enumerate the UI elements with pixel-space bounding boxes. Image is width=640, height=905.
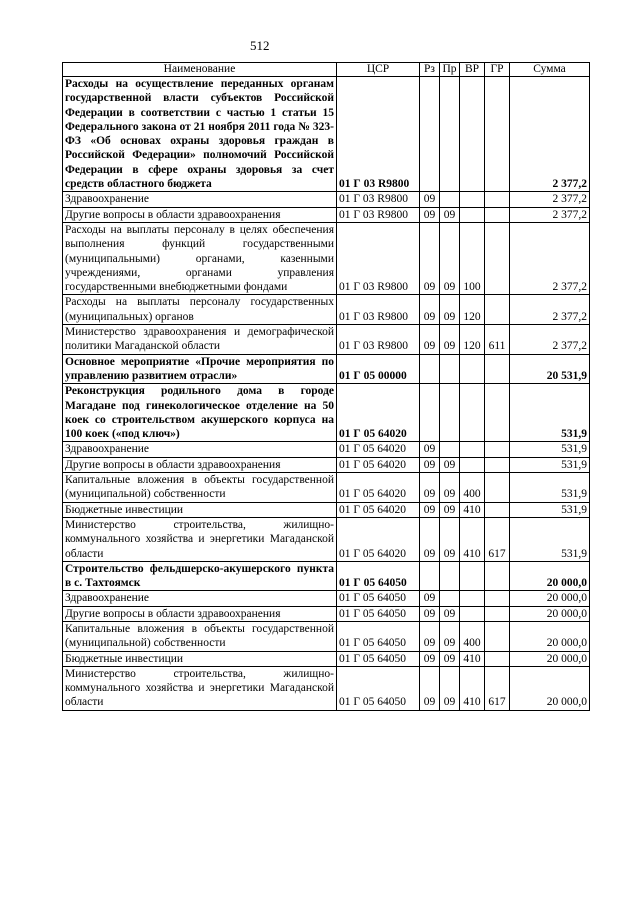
cell-name: Расходы на выплаты персоналу в целях обеспечения выполнения функций государственными (муниципальными) органами, казенными учреждениями, органами управления государственными внебюджетными фондами: [63, 222, 337, 294]
cell-sum: 20 000,0: [510, 561, 590, 591]
cell-gr: [485, 621, 510, 651]
cell-rz: 09: [420, 621, 440, 651]
cell-csr: 01 Г 03 R9800: [337, 295, 420, 325]
table-row: [63, 591, 590, 606]
table-row: [63, 651, 590, 666]
cell-pr: 09: [440, 666, 460, 710]
cell-csr: 01 Г 05 64050: [337, 621, 420, 651]
cell-csr: 01 Г 05 64050: [337, 606, 420, 621]
cell-name: Реконструкция родильного дома в городе Магадане под гинекологическое отделение на 50 коек со строительством акушерского корпуса на 100 коек («под ключ»): [63, 384, 337, 442]
cell-pr: [440, 77, 460, 192]
cell-rz: [420, 354, 440, 384]
cell-vr: 120: [460, 325, 485, 355]
cell-sum: 531,9: [510, 384, 590, 442]
cell-pr: [440, 591, 460, 606]
cell-name: Основное мероприятие «Прочие мероприятия по управлению развитием отрасли»: [63, 354, 337, 384]
cell-gr: [485, 457, 510, 472]
cell-csr: 01 Г 05 64050: [337, 666, 420, 710]
cell-csr: 01 Г 05 64050: [337, 591, 420, 606]
cell-name: Бюджетные инвестиции: [63, 651, 337, 666]
cell-name: Расходы на выплаты персоналу государственных (муниципальных) органов: [63, 295, 337, 325]
cell-csr: 01 Г 05 64020: [337, 384, 420, 442]
cell-rz: 09: [420, 192, 440, 207]
cell-sum: 20 000,0: [510, 621, 590, 651]
cell-sum: 2 377,2: [510, 192, 590, 207]
cell-gr: [485, 384, 510, 442]
budget-table: [62, 62, 590, 711]
header-sum: Сумма: [510, 63, 590, 77]
cell-csr: 01 Г 03 R9800: [337, 77, 420, 192]
cell-pr: 09: [440, 295, 460, 325]
cell-name: Другие вопросы в области здравоохранения: [63, 207, 337, 222]
cell-rz: 09: [420, 606, 440, 621]
cell-pr: 09: [440, 325, 460, 355]
table-row: [63, 442, 590, 457]
cell-vr: 410: [460, 517, 485, 561]
cell-csr: 01 Г 05 64050: [337, 651, 420, 666]
cell-rz: 09: [420, 295, 440, 325]
cell-vr: [460, 561, 485, 591]
cell-csr: 01 Г 03 R9800: [337, 207, 420, 222]
cell-pr: [440, 561, 460, 591]
cell-csr: 01 Г 05 64020: [337, 442, 420, 457]
cell-csr: 01 Г 03 R9800: [337, 222, 420, 294]
header-gr: ГР: [485, 63, 510, 77]
cell-vr: [460, 606, 485, 621]
cell-sum: 2 377,2: [510, 207, 590, 222]
table-row: [63, 666, 590, 710]
cell-rz: 09: [420, 457, 440, 472]
cell-pr: [440, 192, 460, 207]
cell-pr: 09: [440, 457, 460, 472]
cell-gr: [485, 77, 510, 192]
cell-gr: [485, 354, 510, 384]
table-row: [63, 325, 590, 355]
table-row: [63, 502, 590, 517]
header-vr: ВР: [460, 63, 485, 77]
cell-vr: [460, 384, 485, 442]
cell-gr: 611: [485, 325, 510, 355]
cell-sum: 20 531,9: [510, 354, 590, 384]
cell-rz: 09: [420, 502, 440, 517]
cell-name: Здравоохранение: [63, 192, 337, 207]
cell-sum: 531,9: [510, 502, 590, 517]
cell-name: Капитальные вложения в объекты государственной (муниципальной) собственности: [63, 473, 337, 503]
cell-name: Расходы на осуществление переданных органам государственной власти субъектов Российской Федерации в соответствии с частью 1 статьи 15 Федерального закона от 21 ноября 2011 года № 323-ФЗ «Об основах охраны здоровья граждан в Российской Федерации» полномочий Российской Федерации в сфере охраны здоровья за счет средств областного бюджета: [63, 77, 337, 192]
cell-name: Министерство строительства, жилищно-коммунального хозяйства и энергетики Магаданской области: [63, 517, 337, 561]
cell-gr: [485, 207, 510, 222]
cell-gr: [485, 473, 510, 503]
cell-gr: [485, 442, 510, 457]
cell-sum: 531,9: [510, 473, 590, 503]
cell-vr: [460, 442, 485, 457]
cell-gr: [485, 591, 510, 606]
cell-vr: [460, 354, 485, 384]
cell-pr: 09: [440, 222, 460, 294]
cell-gr: [485, 561, 510, 591]
cell-vr: 410: [460, 651, 485, 666]
cell-vr: 410: [460, 502, 485, 517]
cell-sum: 2 377,2: [510, 295, 590, 325]
cell-gr: [485, 606, 510, 621]
cell-sum: 20 000,0: [510, 666, 590, 710]
cell-pr: [440, 442, 460, 457]
table-row: [63, 192, 590, 207]
cell-vr: [460, 591, 485, 606]
cell-rz: [420, 77, 440, 192]
cell-rz: 09: [420, 325, 440, 355]
cell-rz: [420, 384, 440, 442]
table-row: [63, 207, 590, 222]
cell-sum: 531,9: [510, 457, 590, 472]
cell-gr: [485, 295, 510, 325]
cell-name: Другие вопросы в области здравоохранения: [63, 457, 337, 472]
header-pr: Пр: [440, 63, 460, 77]
cell-vr: [460, 192, 485, 207]
table-row: [63, 77, 590, 192]
cell-vr: 400: [460, 621, 485, 651]
cell-name: Министерство строительства, жилищно-коммунального хозяйства и энергетики Магаданской области: [63, 666, 337, 710]
table-row: [63, 295, 590, 325]
table-body: [63, 77, 590, 711]
cell-vr: [460, 207, 485, 222]
header-rz: Рз: [420, 63, 440, 77]
cell-csr: 01 Г 03 R9800: [337, 192, 420, 207]
cell-csr: 01 Г 05 00000: [337, 354, 420, 384]
table-row: [63, 222, 590, 294]
table-row: [63, 561, 590, 591]
cell-pr: 09: [440, 207, 460, 222]
cell-pr: 09: [440, 651, 460, 666]
cell-rz: [420, 561, 440, 591]
table-row: [63, 354, 590, 384]
cell-csr: 01 Г 05 64020: [337, 457, 420, 472]
cell-vr: 410: [460, 666, 485, 710]
header-csr: ЦСР: [337, 63, 420, 77]
cell-rz: 09: [420, 222, 440, 294]
table-row: [63, 473, 590, 503]
cell-sum: 531,9: [510, 442, 590, 457]
cell-sum: 2 377,2: [510, 222, 590, 294]
cell-pr: 09: [440, 606, 460, 621]
cell-sum: 20 000,0: [510, 606, 590, 621]
cell-vr: 400: [460, 473, 485, 503]
cell-name: Другие вопросы в области здравоохранения: [63, 606, 337, 621]
table-row: [63, 621, 590, 651]
cell-csr: 01 Г 05 64020: [337, 473, 420, 503]
table-header: [63, 63, 590, 77]
cell-gr: [485, 651, 510, 666]
cell-sum: 2 377,2: [510, 77, 590, 192]
cell-pr: 09: [440, 502, 460, 517]
table-row: [63, 384, 590, 442]
cell-pr: 09: [440, 473, 460, 503]
cell-gr: 617: [485, 517, 510, 561]
cell-sum: 20 000,0: [510, 651, 590, 666]
cell-gr: [485, 502, 510, 517]
cell-gr: [485, 222, 510, 294]
cell-rz: 09: [420, 651, 440, 666]
table-row: [63, 606, 590, 621]
cell-name: Здравоохранение: [63, 442, 337, 457]
cell-rz: 09: [420, 207, 440, 222]
cell-rz: 09: [420, 591, 440, 606]
cell-sum: 2 377,2: [510, 325, 590, 355]
cell-csr: 01 Г 05 64020: [337, 502, 420, 517]
cell-vr: 100: [460, 222, 485, 294]
cell-pr: 09: [440, 517, 460, 561]
cell-name: Капитальные вложения в объекты государственной (муниципальной) собственности: [63, 621, 337, 651]
table-row: [63, 517, 590, 561]
header-name: Наименование: [63, 63, 337, 77]
cell-pr: [440, 384, 460, 442]
cell-name: Бюджетные инвестиции: [63, 502, 337, 517]
cell-rz: 09: [420, 442, 440, 457]
cell-gr: [485, 192, 510, 207]
cell-pr: 09: [440, 621, 460, 651]
cell-csr: 01 Г 03 R9800: [337, 325, 420, 355]
cell-sum: 531,9: [510, 517, 590, 561]
cell-name: Здравоохранение: [63, 591, 337, 606]
cell-rz: 09: [420, 517, 440, 561]
cell-csr: 01 Г 05 64050: [337, 561, 420, 591]
cell-rz: 09: [420, 473, 440, 503]
cell-rz: 09: [420, 666, 440, 710]
cell-vr: [460, 457, 485, 472]
cell-csr: 01 Г 05 64020: [337, 517, 420, 561]
cell-vr: [460, 77, 485, 192]
cell-name: Министерство здравоохранения и демографической политики Магаданской области: [63, 325, 337, 355]
cell-sum: 20 000,0: [510, 591, 590, 606]
cell-vr: 120: [460, 295, 485, 325]
cell-gr: 617: [485, 666, 510, 710]
cell-name: Строительство фельдшерско-акушерского пункта в с. Тахтоямск: [63, 561, 337, 591]
page-number: 512: [250, 38, 270, 53]
cell-pr: [440, 354, 460, 384]
table-row: [63, 457, 590, 472]
